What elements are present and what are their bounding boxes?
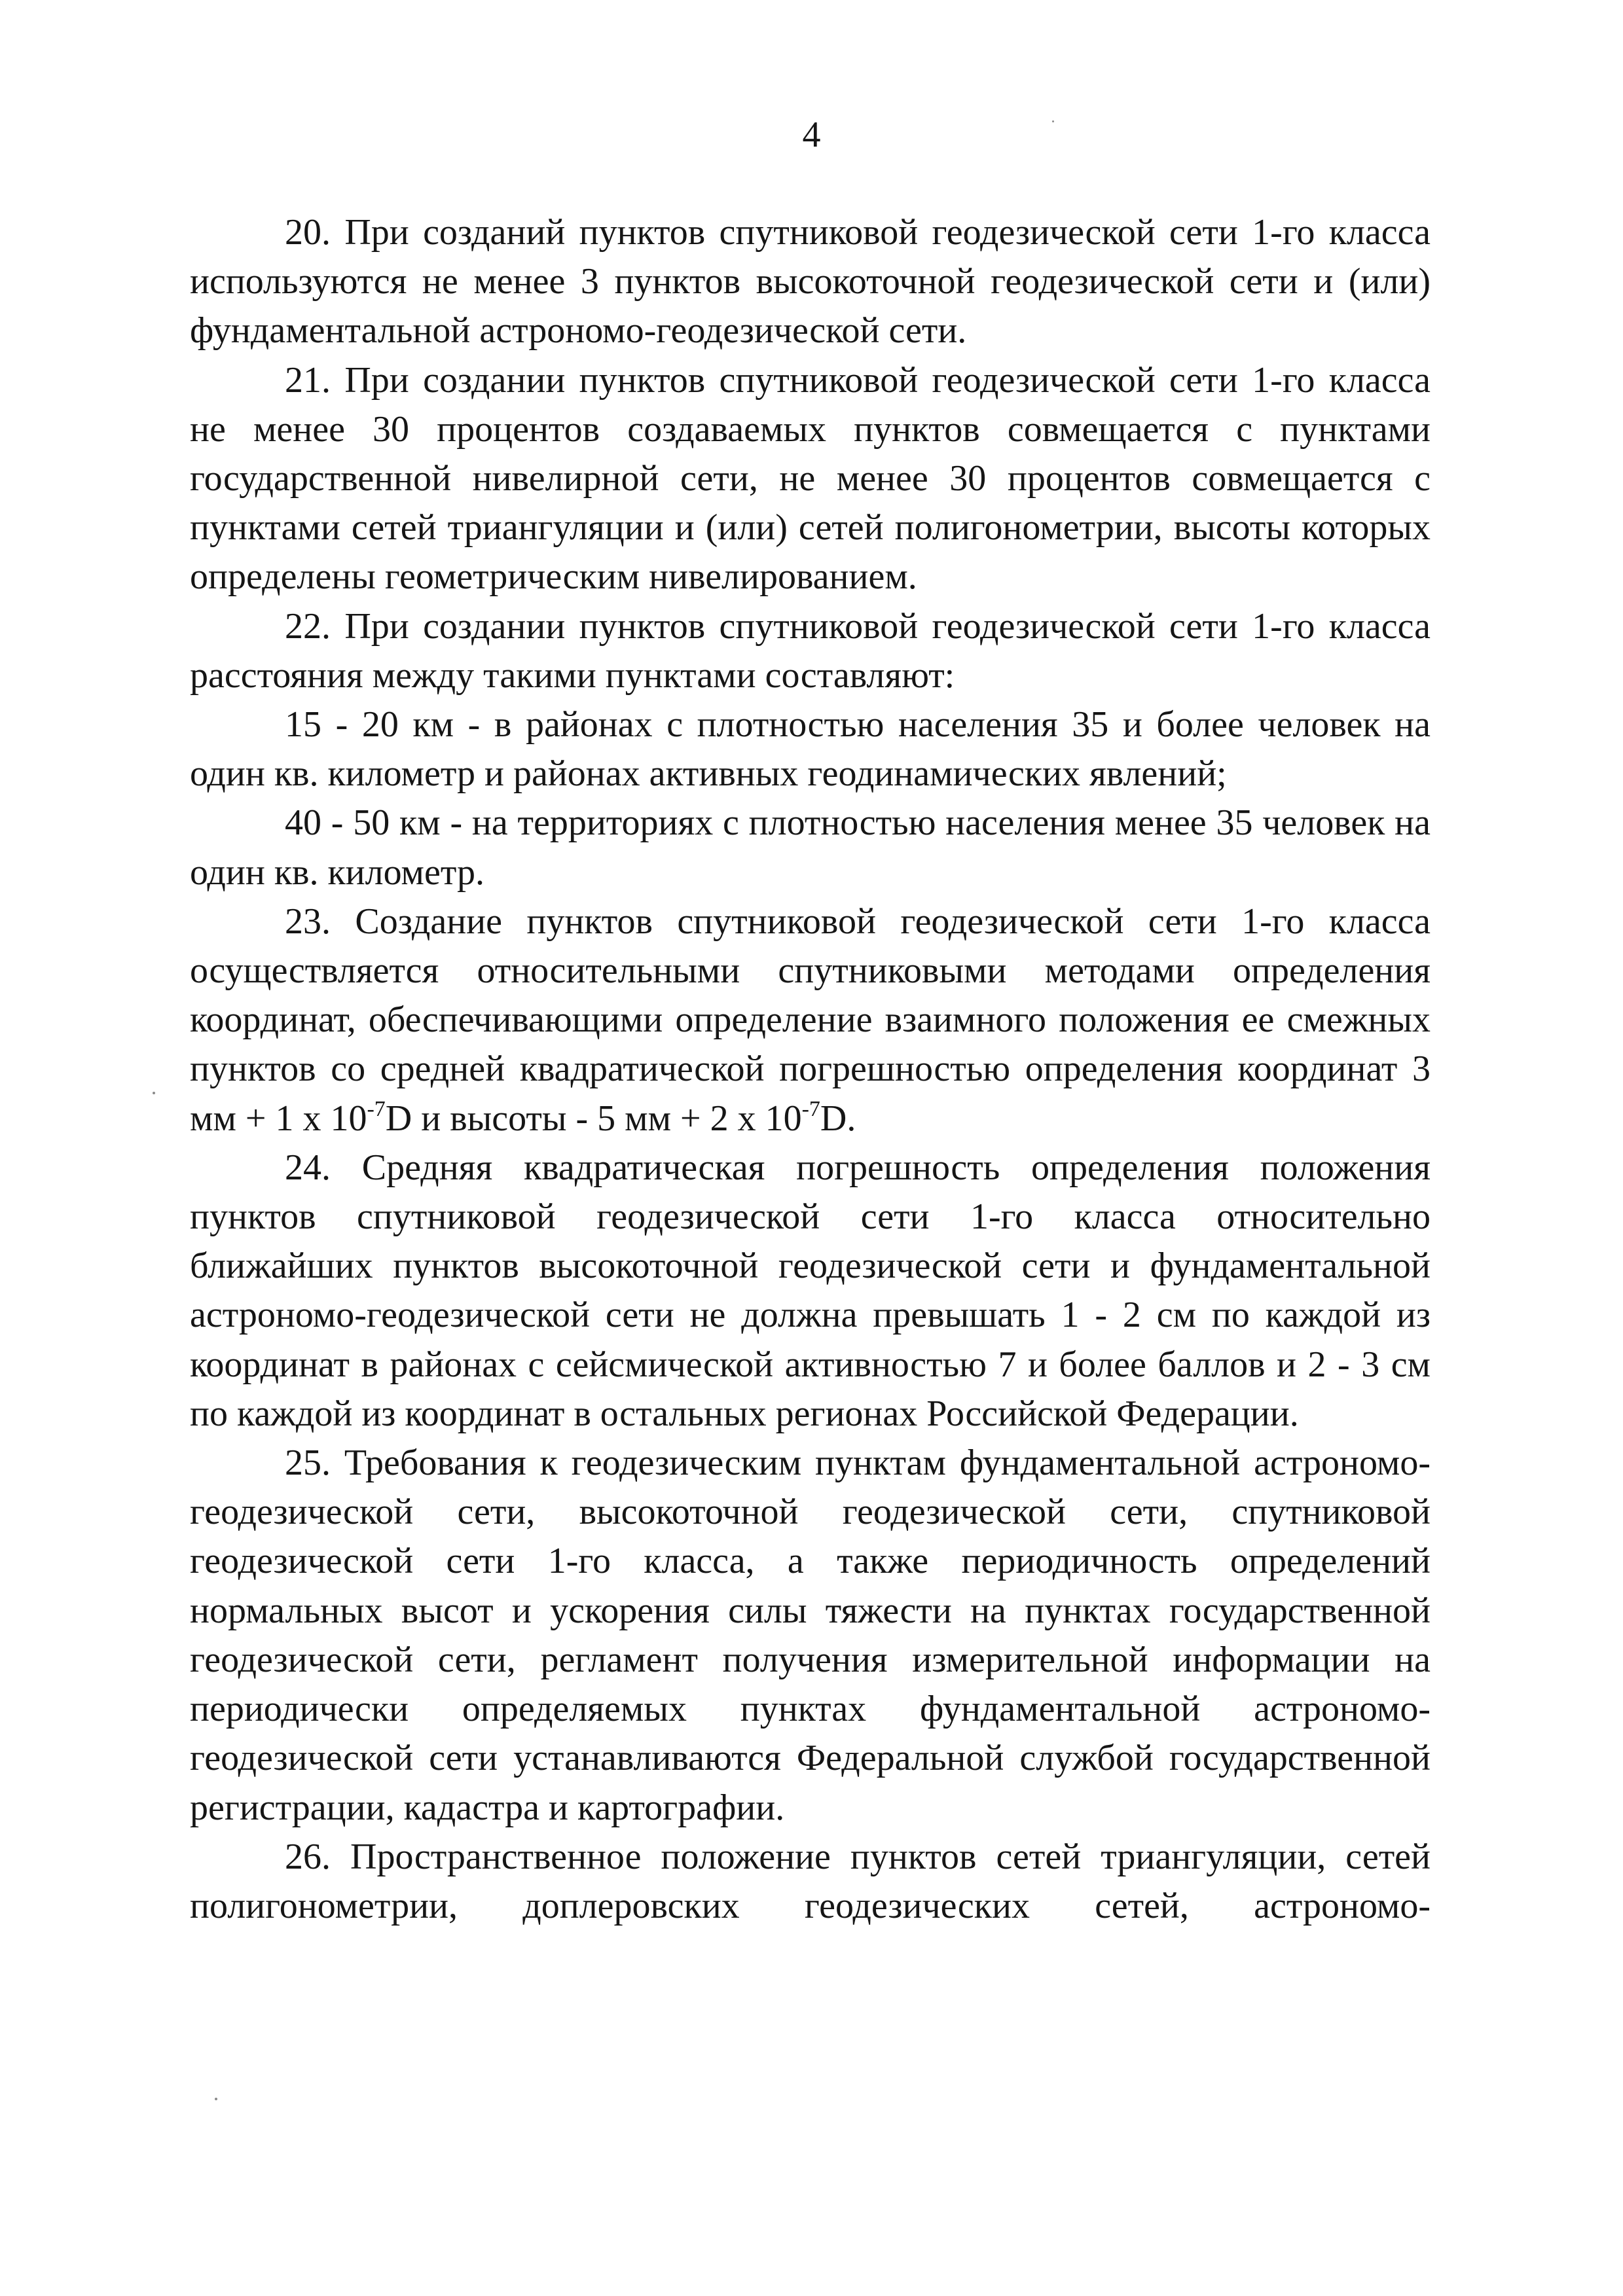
paragraph-26: 26. Пространственное положение пунктов сетей триангуляции, сетей полигонометрии, доплеровских геодезических сетей, астрономо- — [190, 1836, 1431, 1926]
paragraph-20: 20. При созданий пунктов спутниковой геодезической сети 1-го класса используются не менее 3 пунктов высокоточной геодезической сети и (или) фундаментальной астрономо-геодезической сети. — [190, 212, 1431, 351]
scan-speck — [1052, 120, 1054, 122]
paragraph-24: 24. Средняя квадратическая погрешность определения положения пунктов спутниковой геодезической сети 1-го класса относительно ближайших пунктов высокоточной геодезической сети и фундаментальной астрономо-геодезической сети не должна превышать 1 - 2 см по каждой из координат в районах с сейсмической активностью 7 и более баллов и 2 - 3 см по каждой из координат в остальных регионах Российской Федерации. — [190, 1147, 1431, 1434]
scan-speck — [215, 2098, 217, 2100]
document-body — [190, 208, 1431, 1931]
paragraph-25: 25. Требования к геодезическим пунктам фундаментальной астрономо-геодезической сети, высокоточной геодезической сети, спутниковой геодезической сети 1-го класса, а также периодичность определений нормальных высот и ускорения силы тяжести на пунктах государственной геодезической сети, регламент получения измерительной информации на периодически определяемых пунктах фундаментальной астрономо-геодезической сети устанавливаются Федеральной службой государственной регистрации, кадастра и картографии. — [190, 1443, 1431, 1828]
exponent-1: -7 — [367, 1096, 386, 1121]
paragraph-23-middle: D и высоты - 5 мм + 2 х 10 — [385, 1098, 802, 1139]
paragraph-23 — [190, 897, 1431, 1143]
scan-speck — [153, 1092, 155, 1094]
paragraph-22-item-1: 15 - 20 км - в районах с плотностью населения 35 и более человек на один кв. километр и районах активных геодинамических явлений; — [190, 704, 1431, 795]
paragraph-22-item-2: 40 - 50 км - на территориях с плотностью населения менее 35 человек на один кв. километр. — [190, 802, 1431, 893]
paragraph-22: 22. При создании пунктов спутниковой геодезической сети 1-го класса расстояния между такими пунктами составляют: — [190, 605, 1431, 696]
paragraph-21: 21. При создании пунктов спутниковой геодезической сети 1-го класса не менее 30 процентов создаваемых пунктов совмещается с пунктами государственной нивелирной сети, не менее 30 процентов совмещается с пунктами сетей триангуляции и (или) сетей полигонометрии, высоты которых определены геометрическим нивелированием. — [190, 359, 1431, 598]
paragraph-23-end: D. — [820, 1098, 856, 1139]
page-number: 4 — [802, 115, 821, 155]
exponent-2: -7 — [801, 1096, 820, 1121]
paragraph-23-text: 23. Создание пунктов спутниковой геодезической сети 1-го класса осуществляется относительными спутниковыми методами определения координат, обеспечивающими определение взаимного положения ее смежных пунктов со средней квадратической погрешностью определения координат 3 мм + 1 х 10 — [190, 901, 1431, 1139]
